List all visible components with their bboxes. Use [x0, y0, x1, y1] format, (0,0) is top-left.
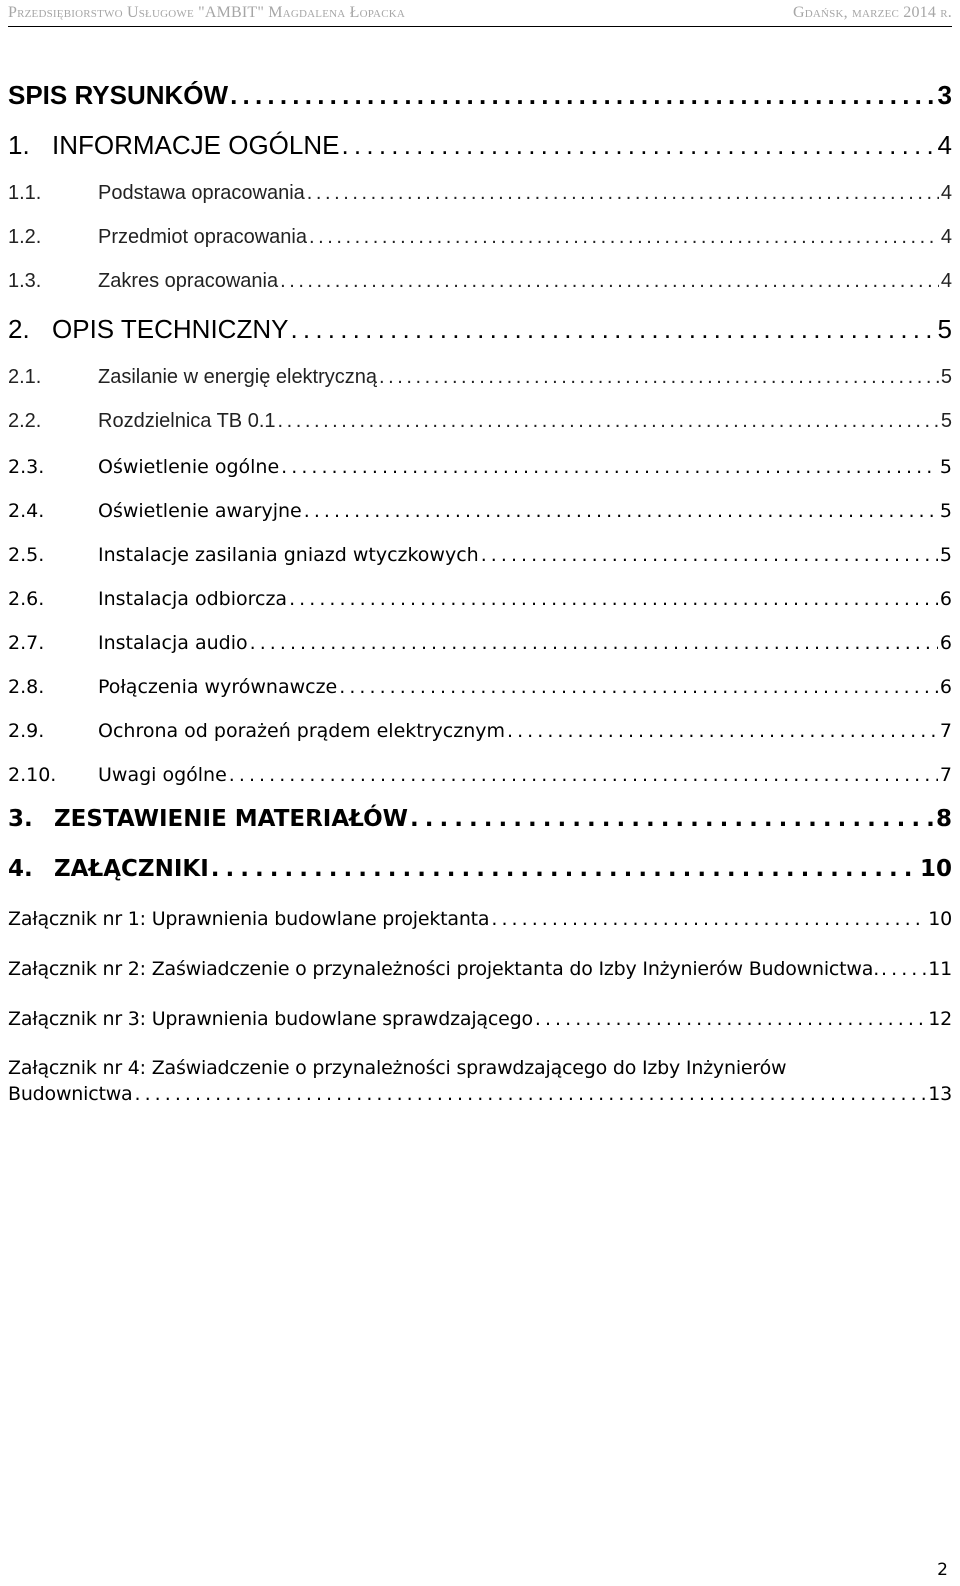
toc-entry-2-9[interactable]	[8, 720, 952, 742]
toc-leader-dots	[278, 410, 939, 433]
toc-entry-number: 1.2.	[8, 226, 42, 248]
toc-entry-page: 6	[939, 588, 952, 610]
toc-entry-attachment-3[interactable]	[8, 1008, 952, 1030]
toc-entry-title: Instalacja odbiorcza	[98, 588, 288, 610]
toc-entry-title: Rozdzielnica TB 0.1	[98, 410, 276, 432]
toc-entry-number: 2.3.	[8, 456, 45, 478]
toc-entry-number: 2.7.	[8, 632, 45, 654]
toc-leader-dots	[229, 764, 938, 786]
toc-leader-dots	[339, 676, 938, 698]
toc-entry-number: 2.5.	[8, 544, 45, 566]
toc-entry-2-10[interactable]	[8, 764, 952, 786]
toc-entry-number: 2.9.	[8, 720, 45, 742]
toc-entry-number: 2.4.	[8, 500, 45, 522]
toc-entry-2-1[interactable]	[8, 366, 952, 389]
toc-entry-title: Połączenia wyrównawcze	[98, 676, 338, 698]
toc-entry-page: 5	[940, 410, 952, 432]
toc-leader-dots	[309, 226, 939, 249]
page-number: 2	[937, 1560, 948, 1580]
toc-entry-2-5[interactable]	[8, 544, 952, 566]
toc-entry-3[interactable]	[8, 806, 952, 832]
toc-entry-page: 10	[928, 908, 952, 930]
company-name: Przedsiębiorstwo Usługowe "AMBIT" Magdalena Łopacka	[8, 4, 406, 21]
toc-entry-number: 1.3.	[8, 270, 42, 292]
toc-entry-attachment-1[interactable]	[8, 908, 952, 930]
toc-entry-spis-rysunkow[interactable]	[8, 80, 952, 111]
toc-entry-page: 12	[928, 1008, 952, 1030]
toc-entry-1[interactable]	[8, 130, 952, 161]
toc-leader-dots	[507, 720, 938, 742]
toc-entry-page: 5	[939, 456, 952, 478]
toc-entry-page: 13	[928, 1083, 952, 1105]
toc-entry-1-2[interactable]	[8, 226, 952, 249]
toc-entry-page: 7	[939, 764, 952, 786]
toc-leader-dots	[280, 270, 939, 293]
toc-leader-dots	[379, 366, 939, 389]
toc-entry-title: OPIS TECHNICZNY	[52, 314, 289, 344]
toc-entry-number: 2.10.	[8, 764, 57, 786]
toc-entry-1-3[interactable]	[8, 270, 952, 293]
toc-entry-title: INFORMACJE OGÓLNE	[52, 130, 340, 160]
toc-entry-page: 7	[939, 720, 952, 742]
toc-leader-dots	[307, 182, 939, 205]
toc-leader-dots	[491, 908, 926, 930]
toc-entry-page: 4	[940, 182, 952, 204]
toc-entry-title-line1: Załącznik nr 4: Zaświadczenie o przynależności sprawdzającego do Izby Inżynierów	[8, 1057, 787, 1079]
toc-entry-title: Oświetlenie ogólne	[98, 456, 280, 478]
toc-leader-dots	[410, 806, 934, 832]
toc-entry-2-3[interactable]	[8, 456, 952, 478]
toc-entry-2-4[interactable]	[8, 500, 952, 522]
toc-entry-page: 11	[928, 958, 952, 980]
toc-entry-attachment-2[interactable]	[8, 958, 952, 980]
toc-entry-2[interactable]	[8, 314, 952, 345]
toc-entry-page: 8	[935, 806, 952, 832]
page-header	[8, 0, 952, 27]
toc-entry-title: Przedmiot opracowania	[98, 226, 307, 248]
toc-entry-4[interactable]	[8, 856, 952, 882]
toc-entry-page: 5	[937, 314, 952, 344]
toc-leader-dots	[304, 500, 938, 522]
toc-entry-page: 6	[939, 632, 952, 654]
toc-leader-dots	[289, 588, 938, 610]
toc-entry-number: 2.2.	[8, 410, 42, 432]
toc-entry-title: Załącznik nr 1: Uprawnienia budowlane projektanta	[8, 908, 490, 930]
toc-entry-number: 2.8.	[8, 676, 45, 698]
toc-entry-title: Podstawa opracowania	[98, 182, 305, 204]
toc-entry-2-7[interactable]	[8, 632, 952, 654]
toc-entry-title: Oświetlenie awaryjne	[98, 500, 302, 522]
toc-entry-title: Instalacje zasilania gniazd wtyczkowych	[98, 544, 479, 566]
toc-entry-page: 4	[940, 226, 952, 248]
toc-entry-number: 2.6.	[8, 588, 45, 610]
toc-leader-dots	[881, 958, 926, 980]
toc-leader-dots	[135, 1083, 927, 1105]
toc-entry-line2	[8, 1083, 952, 1105]
toc-entry-2-6[interactable]	[8, 588, 952, 610]
toc-leader-dots	[281, 456, 938, 478]
toc-entry-title: Ochrona od porażeń prądem elektrycznym	[98, 720, 505, 742]
toc-entry-1-1[interactable]	[8, 182, 952, 205]
toc-entry-attachment-4[interactable]	[8, 1057, 952, 1105]
toc-entry-2-8[interactable]	[8, 676, 952, 698]
toc-entry-number: 1.1.	[8, 182, 42, 204]
toc-entry-page: 4	[937, 130, 952, 160]
toc-entry-page: 6	[939, 676, 952, 698]
place-date: Gdańsk, marzec 2014 r.	[792, 4, 952, 21]
toc-entry-title: SPIS RYSUNKÓW	[8, 80, 229, 110]
toc-leader-dots	[211, 856, 918, 882]
toc-leader-dots	[535, 1008, 926, 1030]
toc-entry-number: 2.	[8, 314, 30, 344]
toc-entry-title: Zasilanie w energię elektryczną	[98, 366, 378, 388]
toc-entry-title: Zakres opracowania	[98, 270, 279, 292]
toc-entry-title: Instalacja audio	[98, 632, 248, 654]
toc-entry-title: ZAŁĄCZNIKI	[54, 856, 209, 882]
toc-entry-page: 10	[919, 856, 952, 882]
toc-entry-title: ZESTAWIENIE MATERIAŁÓW	[54, 806, 409, 832]
toc-entry-number: 2.1.	[8, 366, 42, 388]
toc-entry-number: 1.	[8, 130, 30, 160]
toc-entry-page: 5	[939, 500, 952, 522]
toc-entry-2-2[interactable]	[8, 410, 952, 433]
toc-entry-title: Załącznik nr 3: Uprawnienia budowlane sprawdzającego	[8, 1008, 533, 1030]
toc-leader-dots	[341, 130, 935, 161]
toc-leader-dots	[250, 632, 938, 654]
toc-leader-dots	[290, 314, 935, 345]
toc-leader-dots	[230, 80, 935, 111]
toc-entry-title: Uwagi ogólne	[98, 764, 227, 786]
toc-entry-page: 5	[940, 366, 952, 388]
toc-entry-title: Załącznik nr 2: Zaświadczenie o przynależności projektanta do Izby Inżynierów Budownictwa.	[8, 958, 880, 980]
toc-entry-page: 3	[937, 80, 952, 110]
toc-entry-title-line2: Budownictwa	[8, 1083, 133, 1105]
toc-entry-number: 4.	[8, 856, 33, 882]
toc-entry-number: 3.	[8, 806, 33, 832]
toc-leader-dots	[481, 544, 938, 566]
toc-entry-page: 4	[940, 270, 952, 292]
toc-entry-page: 5	[939, 544, 952, 566]
